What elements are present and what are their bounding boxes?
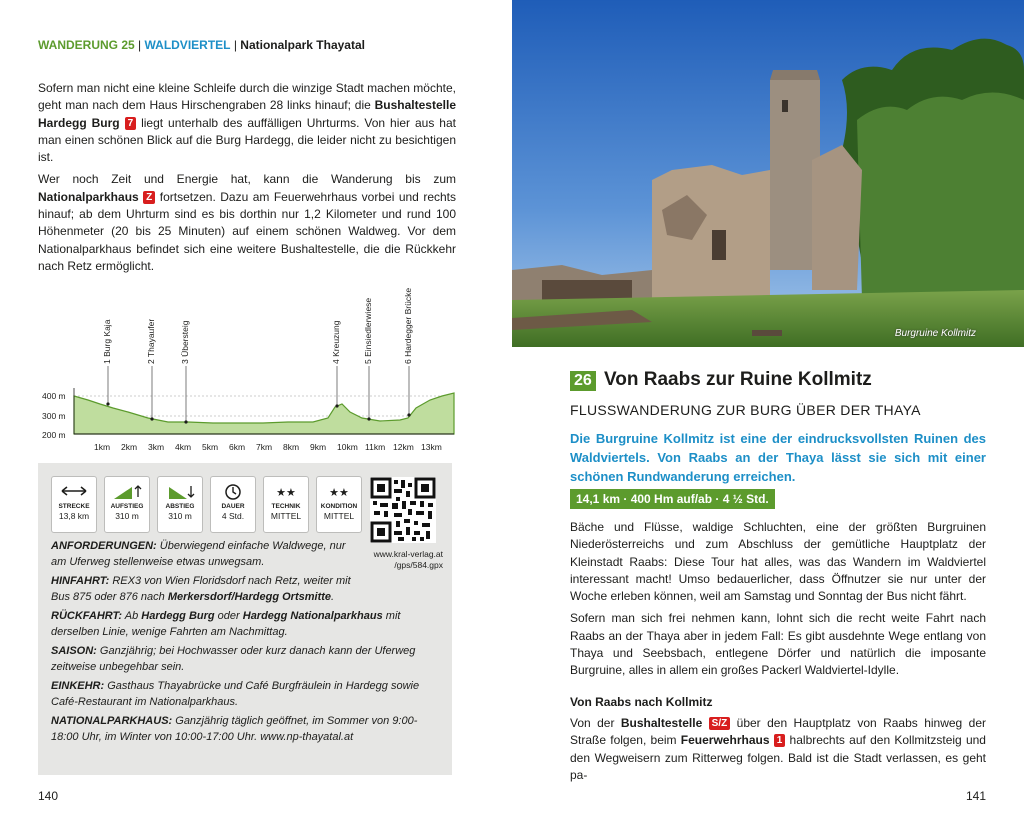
- km-label: 10km: [337, 442, 358, 452]
- km-label: 7km: [256, 442, 273, 452]
- text-span: Sofern man nicht eine kleine Schleife durch die winzige Stadt machen möchte, geht man nach dem Haus Hirschengraben 28 links hinauf; die: [38, 81, 456, 113]
- bold-place: Nationalparkhaus: [38, 189, 139, 204]
- info-text: Gasthaus Thayabrücke und Café Burgfräulein in Hardegg sowie Café-Restaurant im Nationalparkhaus.: [51, 680, 420, 708]
- km-label: 5km: [202, 442, 219, 452]
- km-label: 9km: [310, 442, 327, 452]
- cell-title: STRECKE: [58, 503, 90, 510]
- bold-place: Bushaltestelle Hardegg Burg: [38, 98, 456, 130]
- technique-cell: [263, 476, 309, 533]
- waypoint-marker: Z: [143, 191, 155, 204]
- cell-title: KONDITION: [320, 503, 358, 510]
- info-text: Ganzjährig; bei Hochwasser oder kurz danach kann der Uferweg zeitweise unbegehbar sein.: [51, 645, 416, 673]
- qr-code-icon[interactable]: [370, 477, 436, 543]
- km-label: 6km: [229, 442, 246, 452]
- right-body-text: [570, 519, 986, 685]
- km-label: 3km: [148, 442, 165, 452]
- photo-illustration: [512, 0, 1024, 347]
- left-body-text: [38, 80, 456, 280]
- return-row: [51, 609, 441, 640]
- info-text: Ab: [122, 610, 142, 622]
- info-text: REX3 von Wien Floridsdorf nach Retz, weiter mit Bus 875 oder 876 nach: [51, 575, 351, 603]
- waypoint-marker: S/Z: [709, 717, 731, 730]
- cell-title: DAUER: [221, 503, 245, 510]
- requirements-row: [51, 539, 351, 570]
- km-label: 13km: [421, 442, 442, 452]
- text-span: über den Hauptplatz von Raabs hinweg der Straße folgen, beim: [570, 716, 986, 748]
- page-number: 140: [38, 789, 59, 803]
- waypoint-label: 1 Burg Kaja: [102, 319, 112, 364]
- right-body-text-2: [570, 715, 986, 789]
- km-label: 4km: [175, 442, 192, 452]
- cell-value: 4 Std.: [221, 511, 245, 521]
- altitude-label: 400 m: [42, 391, 66, 401]
- info-text: Ganzjährig täglich geöffnet, im Sommer von 9:00-18:00 Uhr, im Winter von 10:00-17:00 Uhr. www.np-thayatal.at: [51, 715, 418, 743]
- descent-cell: [157, 476, 203, 533]
- arrival-row: [51, 574, 361, 605]
- text-span: Wer noch Zeit und Energie hat, kann die Wanderung bis zum: [38, 172, 456, 187]
- header-region: WALDVIERTEL: [144, 38, 231, 52]
- info-label: ANFORDERUNGEN:: [51, 540, 157, 552]
- elevation-profile: [38, 288, 458, 458]
- tour-info-box: [38, 463, 452, 775]
- info-place: Hardegg Burg: [141, 610, 215, 622]
- waypoint-marker: 1: [774, 734, 786, 747]
- info-label: NATIONALPARKHAUS:: [51, 715, 173, 727]
- info-label: SAISON:: [51, 645, 97, 657]
- distance-cell: [51, 476, 97, 533]
- fitness-cell: [316, 476, 362, 533]
- castle-ruin-photo: [512, 0, 1024, 347]
- bold-place: Feuerwehrhaus: [680, 733, 770, 748]
- cell-value: 13,8 km: [58, 511, 90, 521]
- running-header: [38, 38, 365, 52]
- paragraph: Sofern man sich frei nehmen kann, lohnt sich die recht weite Fahrt nach Raabs an der Thaya aber in jedem Fall: Es gibt ausdehnte Wege entlang von Thaya und Seebsbach, entlegene Dörfer und natürlich die imposante Burgruine, alles in allem ein großes Packerl Waldviertel-Idylle.: [570, 611, 986, 678]
- info-details: [51, 539, 441, 749]
- duration-cell: [210, 476, 256, 533]
- bold-place: Bushaltestelle: [620, 716, 703, 730]
- tour-title: Von Raabs zur Ruine Kollmitz: [604, 369, 872, 390]
- distance-icon: [52, 483, 96, 503]
- header-separator: |: [230, 38, 241, 52]
- waypoint-label: 4 Kreuzung: [331, 320, 341, 364]
- page-number: 141: [965, 789, 986, 803]
- km-label: 8km: [283, 442, 300, 452]
- tour-subtitle: FLUSSWANDERUNG ZUR BURG ÜBER DER THAYA: [570, 402, 921, 418]
- ascent-icon: [105, 483, 149, 503]
- info-text: Überwiegend einfache Waldwege, nur am Uferweg stellenweise etwas unwegsam.: [51, 540, 346, 568]
- info-text: oder: [214, 610, 243, 622]
- cell-title: ABSTIEG: [165, 503, 195, 510]
- altitude-label: 200 m: [42, 430, 66, 440]
- tour-lead: Die Burgruine Kollmitz ist eine der eindrucksvollsten Ruinen des Waldviertels. Von Raabs an der Thaya lässt sie sich mit einer schönen Rundwanderung erreichen.: [570, 431, 986, 484]
- cell-title: AUFSTIEG: [110, 503, 144, 510]
- descent-icon: [158, 483, 202, 503]
- info-text: mit derselben Linie, wenige Fahrten am Nachmittag.: [51, 610, 401, 638]
- waypoint-label: 3 Übersteig: [180, 320, 190, 364]
- text-span: fortsetzen. Dazu am Feuerwehrhaus vorbei und rechts hinauf; ab dem Uhrturm sind es bis dorthin nur 1,2 Kilometer und rund 100 Höhenmeter (20 bis 25 Minuten) auf einem schönen Waldweg. Vor dem Nationalparkhaus befindet sich eine weitere Bushaltestelle, die die Rückkehr nach Retz ermöglicht.: [38, 189, 456, 273]
- paragraph: Bäche und Flüsse, waldige Schluchten, eine der größten Burgruinen Niederösterreichs und zum Abschluss der gemütliche Hauptplatz der Kleinstadt Raabs: Diese Tour hat alles, was das Wandern im Waldviertel interessant macht! Umso bedauerlicher, dass Öffnutzer sie nur unter der Woche erleben können, weil am Samstag und Sonntag der Bus nicht fährt.: [570, 520, 986, 604]
- km-label: 1km: [94, 442, 111, 452]
- km-label: 11km: [365, 442, 386, 452]
- waypoint-label: 5 Einsiedlerwiese: [363, 297, 373, 364]
- tour-stats-badge: 14,1 km · 400 Hm auf/ab · 4 ½ Std.: [570, 489, 775, 509]
- text-span: Von der: [570, 716, 621, 730]
- cell-title: TECHNIK: [271, 503, 301, 510]
- cell-value: 310 m: [168, 511, 192, 521]
- km-label: 2km: [121, 442, 138, 452]
- gpx-link[interactable]: www.kral-verlag.at /gps/584.gpx: [373, 549, 443, 570]
- info-text: .: [331, 590, 335, 603]
- profile-graphic: [38, 288, 458, 458]
- food-row: [51, 679, 441, 710]
- star-rating-icon: ★★: [276, 487, 296, 499]
- header-area: Nationalpark Thayatal: [240, 38, 365, 52]
- paragraph: [38, 171, 456, 275]
- info-label: EINKEHR:: [51, 680, 105, 692]
- photo-caption: Burgruine Kollmitz: [894, 328, 976, 339]
- altitude-label: 300 m: [42, 411, 66, 421]
- clock-icon: [211, 483, 255, 503]
- visitor-centre-row: [51, 714, 441, 745]
- paragraph: [38, 80, 456, 166]
- paragraph: [570, 715, 986, 784]
- header-tour-number: WANDERUNG 25: [38, 38, 135, 52]
- text-span: liegt unterhalb des auffälligen Uhrturms. Von hier aus hat man einen schönen Blick auf die Burg Hardegg, die leider nicht zu besichtigen ist.: [38, 115, 456, 165]
- info-place: Hardegg Nationalparkhaus: [242, 610, 383, 622]
- tour-number-badge: 26: [570, 371, 596, 391]
- cell-value: 310 m: [115, 511, 139, 521]
- km-label: 12km: [393, 442, 414, 452]
- waypoint-label: 2 Thayaufer: [146, 318, 156, 364]
- waypoint-label: 6 Hardegger Brücke: [403, 287, 413, 364]
- header-separator: |: [134, 38, 145, 52]
- cell-value: MITTEL: [270, 511, 302, 521]
- right-page: [512, 0, 1024, 827]
- waypoint-marker: 7: [125, 117, 137, 130]
- info-label: RÜCKFAHRT:: [51, 610, 123, 622]
- season-row: [51, 644, 441, 675]
- ascent-cell: [104, 476, 150, 533]
- section-heading: Von Raabs nach Kollmitz: [570, 695, 713, 709]
- info-label: HINFAHRT:: [51, 575, 110, 587]
- text-span: halbrechts auf den Kollmitzsteig und den Wegweisern zum Ritterweg folgen. Bald ist die Stadt verlassen, es geht pa-: [570, 733, 986, 782]
- star-rating-icon: ★★: [329, 487, 349, 499]
- cell-value: MITTEL: [323, 511, 355, 521]
- info-place: Merkersdorf/Hardegg Ortsmitte: [167, 590, 332, 603]
